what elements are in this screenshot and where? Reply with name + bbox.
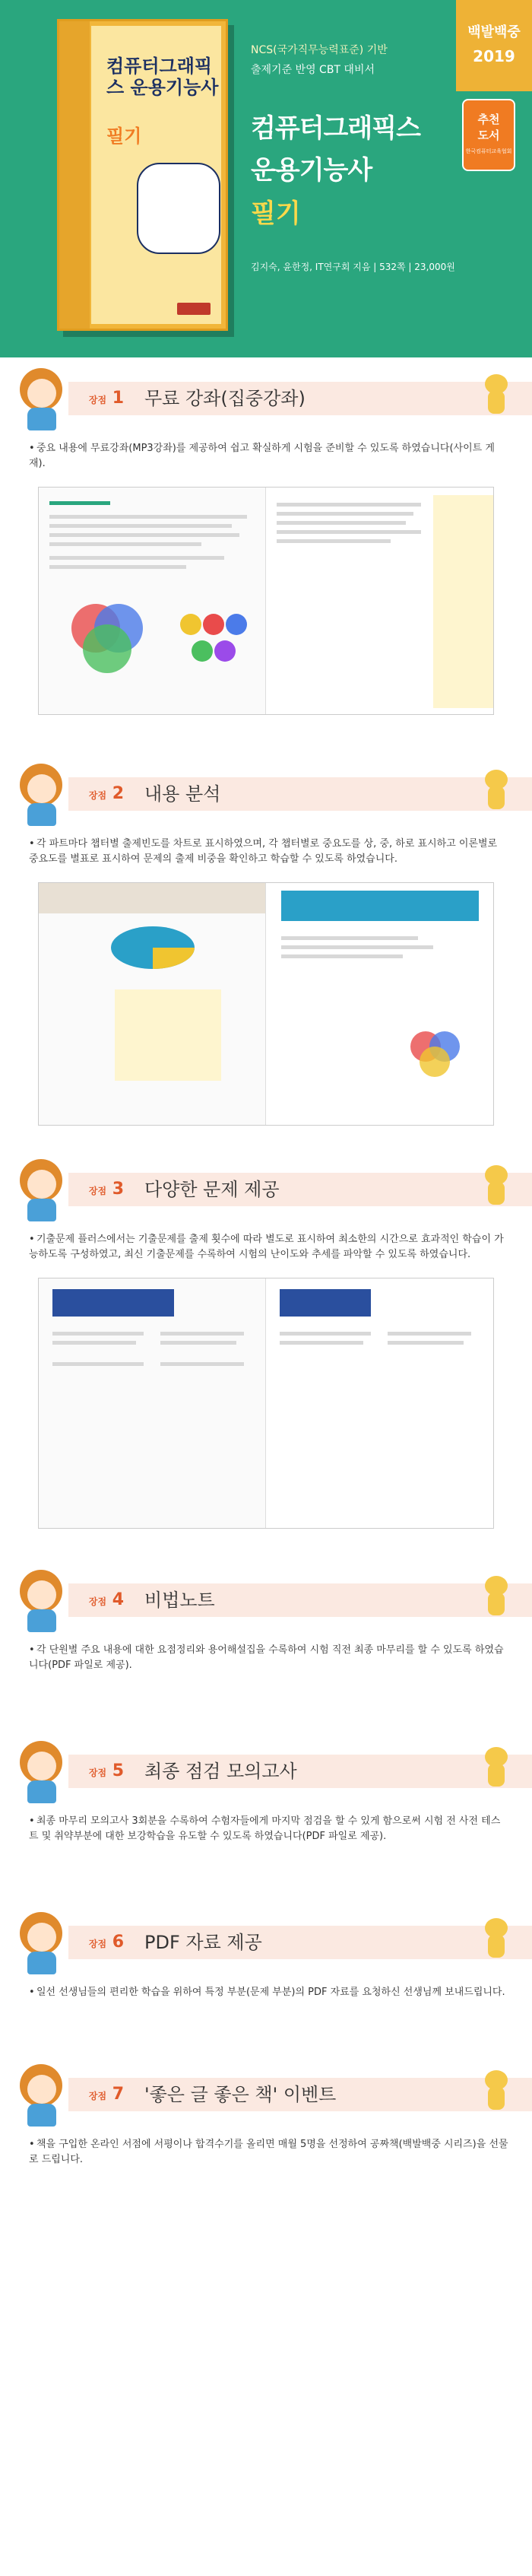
sample-left-page bbox=[39, 488, 266, 714]
section-num-label: 장점 bbox=[88, 1186, 107, 1196]
dog-mascot-icon bbox=[477, 1918, 515, 1964]
section-title: 비법노트 bbox=[144, 1590, 215, 1611]
cbt-line: 출제기준 반영 CBT 대비서 bbox=[251, 64, 375, 76]
hero-banner bbox=[0, 0, 532, 357]
section-number bbox=[76, 1173, 137, 1206]
section-description bbox=[0, 837, 532, 867]
section-desc-text: 각 파트마다 챕터별 출제빈도를 차트로 표시하였으며, 각 챕터별로 중요도를 상, 중, 하로 표시하고 이론별로 중요도를 별표로 표시하여 문제의 출제 비중을 확인하고 학습할 수 있도록 하였습니다. bbox=[29, 838, 498, 865]
section-num-value: 2 bbox=[112, 784, 125, 803]
section-header bbox=[0, 753, 532, 837]
section-number bbox=[76, 1755, 137, 1788]
section-4 bbox=[0, 1559, 532, 1730]
cover-title: 컴퓨터그래픽스 운용기능사 bbox=[106, 56, 219, 98]
section-header-bar bbox=[68, 1173, 532, 1206]
section-num-value: 5 bbox=[112, 1761, 125, 1780]
book-spine bbox=[59, 21, 90, 329]
girl-mascot-icon bbox=[15, 1909, 68, 1977]
sample-page-image bbox=[38, 487, 494, 715]
publisher-logo bbox=[177, 303, 211, 315]
section-title: 최종 점검 모의고사 bbox=[144, 1761, 297, 1782]
section-header bbox=[0, 1148, 532, 1232]
section-num-value: 6 bbox=[112, 1933, 125, 1952]
section-title: '좋은 글 좋은 책' 이벤트 bbox=[144, 2084, 337, 2105]
section-header bbox=[0, 1559, 532, 1643]
section-num-label: 장점 bbox=[88, 1768, 107, 1778]
ncs-line: NCS(국가직무능력표준) 기반 bbox=[251, 44, 388, 56]
section-desc-text: 최종 마무리 모의고사 3회분을 수록하여 수험자들에게 마지막 점검을 할 수 있게 함으로써 시험 전 사전 테스트 및 취약부분에 대한 보강학습을 유도할 수 있도록 하였습니다(PDF 파일로 제공). bbox=[29, 1815, 501, 1842]
series-year: 2019 bbox=[473, 47, 515, 65]
section-num-value: 7 bbox=[112, 2085, 125, 2104]
girl-mascot-icon bbox=[15, 2061, 68, 2130]
cover-illustration bbox=[137, 163, 220, 254]
section-number bbox=[76, 1583, 137, 1617]
recommend-seal bbox=[462, 99, 515, 171]
section-description bbox=[0, 441, 532, 472]
bullet-icon: • bbox=[29, 838, 35, 850]
seal-line-1: 추천 bbox=[477, 113, 500, 126]
title-line-1: 컴퓨터그래픽스 bbox=[251, 113, 420, 144]
title-line-2: 운용기능사 bbox=[251, 155, 372, 186]
section-header-bar bbox=[68, 1583, 532, 1617]
bullet-icon: • bbox=[29, 1987, 35, 1998]
dog-mascot-icon bbox=[477, 1576, 515, 1622]
section-desc-text: 각 단원별 주요 내용에 대한 요점정리와 용어해설집을 수록하여 시험 직전 최종 마무리를 할 수 있도록 하였습니다(PDF 파일로 제공). bbox=[29, 1644, 504, 1671]
color-mix-diagram bbox=[62, 594, 153, 685]
cover-subtitle: 필기 bbox=[106, 125, 142, 147]
section-description bbox=[0, 1814, 532, 1844]
sample-right-page bbox=[266, 488, 493, 714]
section-header bbox=[0, 357, 532, 441]
section-title: 무료 강좌(집중강좌) bbox=[144, 388, 306, 409]
book-cover bbox=[57, 19, 228, 331]
section-num-value: 3 bbox=[112, 1180, 125, 1199]
sample-left-page bbox=[39, 883, 266, 1125]
section-title: 내용 분석 bbox=[144, 783, 221, 805]
section-desc-text: 책을 구입한 온라인 서점에 서평이나 합격수기를 올리면 매월 5명을 선정하여 공짜책(백발백중 시리즈)을 선물로 드립니다. bbox=[29, 2139, 508, 2165]
section-title: 다양한 문제 제공 bbox=[144, 1179, 280, 1200]
section-2 bbox=[0, 753, 532, 1148]
section-1 bbox=[0, 357, 532, 753]
dog-mascot-icon bbox=[477, 2070, 515, 2116]
seal-line-3: 한국컴퓨터교육협회 bbox=[465, 148, 512, 154]
section-desc-text: 기출문제 플러스에서는 기출문제를 출제 횟수에 따라 별도로 표시하여 최소한의 시간으로 효과적인 학습이 가능하도록 구성하였고, 최신 기출문제를 수록하여 시험의 난이도와 추세를 파악할 수 있도록 하였습니다. bbox=[29, 1234, 504, 1260]
section-number bbox=[76, 382, 137, 415]
section-3 bbox=[0, 1148, 532, 1559]
section-header bbox=[0, 1901, 532, 1985]
section-num-label: 장점 bbox=[88, 790, 107, 801]
color-sample-diagram bbox=[172, 609, 255, 670]
sample-page-image bbox=[38, 882, 494, 1126]
dog-mascot-icon bbox=[477, 374, 515, 420]
section-description bbox=[0, 1643, 532, 1673]
dog-mascot-icon bbox=[477, 1165, 515, 1211]
section-header-bar bbox=[68, 1926, 532, 1959]
title-line-3: 필기 bbox=[251, 199, 301, 229]
section-description bbox=[0, 2137, 532, 2168]
dog-mascot-icon bbox=[477, 770, 515, 815]
section-header bbox=[0, 2053, 532, 2137]
section-5 bbox=[0, 1730, 532, 1901]
series-name: 백발백중 bbox=[467, 24, 521, 40]
section-description bbox=[0, 1985, 532, 2000]
girl-mascot-icon bbox=[15, 1738, 68, 1806]
series-badge bbox=[456, 0, 532, 91]
section-header bbox=[0, 1730, 532, 1814]
section-6 bbox=[0, 1901, 532, 2053]
girl-mascot-icon bbox=[15, 1567, 68, 1635]
section-description bbox=[0, 1232, 532, 1263]
dog-mascot-icon bbox=[477, 1747, 515, 1793]
girl-mascot-icon bbox=[15, 1156, 68, 1224]
section-header-bar bbox=[68, 777, 532, 811]
section-number bbox=[76, 1926, 137, 1959]
book-meta: 김지숙, 윤한정, IT연구회 지음 | 532쪽 | 23,000원 bbox=[251, 262, 455, 272]
section-num-label: 장점 bbox=[88, 2091, 107, 2101]
section-7 bbox=[0, 2053, 532, 2236]
section-desc-text: 일선 선생님들의 편리한 학습을 위하여 특정 부분(문제 부분)의 PDF 자료를 요청하신 선생님께 보내드립니다. bbox=[36, 1987, 505, 1998]
section-title: PDF 자료 제공 bbox=[144, 1932, 262, 1953]
section-num-label: 장점 bbox=[88, 395, 107, 405]
seal-line-2: 도서 bbox=[477, 129, 500, 142]
section-num-value: 4 bbox=[112, 1590, 125, 1609]
girl-mascot-icon bbox=[15, 761, 68, 829]
section-num-label: 장점 bbox=[88, 1596, 107, 1607]
bullet-icon: • bbox=[29, 2139, 35, 2150]
book-info bbox=[251, 42, 456, 273]
book-cover-front bbox=[91, 26, 221, 324]
section-num-label: 장점 bbox=[88, 1939, 107, 1949]
sample-left-page bbox=[39, 1278, 266, 1528]
bullet-icon: • bbox=[29, 443, 35, 454]
bullet-icon: • bbox=[29, 1644, 35, 1656]
color-mix-diagram bbox=[403, 1028, 471, 1081]
sample-right-page bbox=[266, 883, 493, 1125]
bullet-icon: • bbox=[29, 1234, 35, 1245]
section-num-value: 1 bbox=[112, 389, 125, 408]
bullet-icon: • bbox=[29, 1815, 35, 1827]
sample-page-image bbox=[38, 1278, 494, 1529]
section-number bbox=[76, 2078, 137, 2111]
frequency-pie-chart bbox=[107, 921, 198, 974]
section-number bbox=[76, 777, 137, 811]
section-desc-text: 중요 내용에 무료강좌(MP3강좌)를 제공하여 쉽고 확실하게 시험을 준비할 수 있도록 하였습니다(사이트 게재). bbox=[29, 443, 495, 469]
sample-right-page bbox=[266, 1278, 493, 1528]
girl-mascot-icon bbox=[15, 365, 68, 434]
section-header-bar bbox=[68, 1755, 532, 1788]
